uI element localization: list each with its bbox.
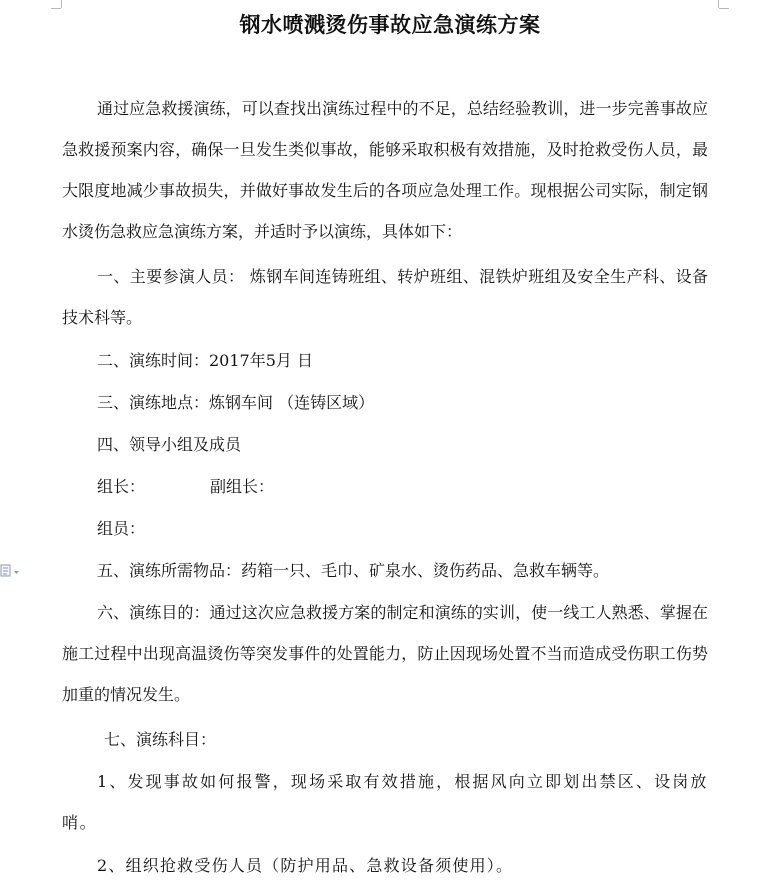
section-time[interactable]: 二、演练时间：2017年5月 日 [97, 351, 313, 370]
section-location[interactable]: 三、演练地点：炼钢车间 （连铸区域） [97, 393, 375, 412]
crop-mark-top-right [718, 0, 719, 8]
intro-paragraph[interactable]: 通过应急救援演练，可以查找出演练过程中的不足，总结经验教训，进一步完善事故应急救援预案内容，确保一旦发生类似事故，能够采取积极有效措施，及时抢救受伤人员，最大限度地减少事故损失，并做好事故发生后的各项应急处理工作。现根据公司实际，制定钢水烫伤急救应急演练方案，并适时予以演练，具体如下： [62, 99, 708, 241]
section-materials[interactable]: 五、演练所需物品：药箱一只、毛巾、矿泉水、烫伤药品、急救车辆等。 [97, 561, 610, 580]
crop-mark-top-left-horizontal [51, 8, 61, 9]
crop-mark-top-right-horizontal [719, 8, 729, 9]
section-leadership[interactable]: 四、领导小组及成员 [97, 435, 242, 454]
section-subjects[interactable]: 七、演练科目： [104, 730, 217, 749]
section-participants[interactable]: 一、主要参演人员： 炼钢车间连铸班组、转炉班组、混铁炉班组及安全生产科、设备技术科等。 [62, 267, 708, 327]
crop-mark-top-left [61, 0, 62, 8]
members-label[interactable]: 组员： [97, 519, 146, 538]
leader-label[interactable]: 组长： [97, 477, 146, 496]
document-title: 钢水喷溅烫伤事故应急演练方案 [239, 13, 541, 37]
subject-item-1[interactable]: 1、发现事故如何报警，现场采取有效措施，根据风向立即划出禁区、设岗放哨。 [62, 772, 708, 832]
deputy-leader-label[interactable]: 副组长： [210, 477, 275, 496]
section-purpose[interactable]: 六、演练目的：通过这次应急救援方案的制定和演练的实训，使一线工人熟悉、掌握在施工过程中出现高温烫伤等突发事件的处置能力，防止因现场处置不当而造成受伤职工伤势加重的情况发生。 [62, 603, 708, 704]
subject-item-2[interactable]: 2、组织抢救受伤人员（防护用品、急救设备须使用）。 [97, 856, 514, 875]
paragraph-options-icon[interactable] [0, 563, 22, 579]
